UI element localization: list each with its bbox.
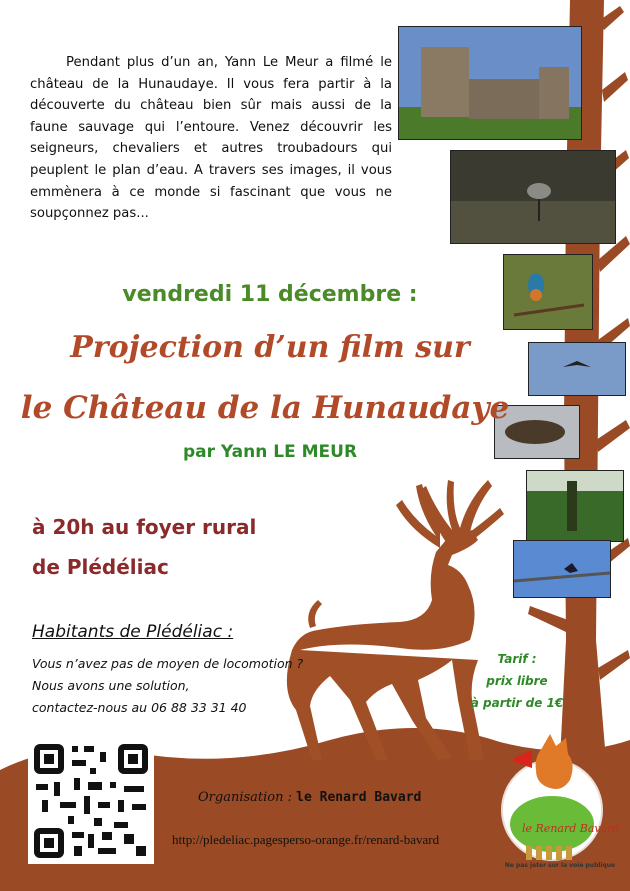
event-place: de Plédéliac	[32, 555, 169, 579]
event-time: à 20h au foyer rural	[32, 515, 257, 539]
renard-bavard-logo	[484, 728, 620, 864]
tarif-price: prix libre	[486, 674, 548, 688]
castle-photo	[398, 26, 582, 140]
intro-paragraph: Pendant plus d’un an, Yann Le Meur a filmé le château de la Hunaudaye. Il vous fera partir à la découverte du château bien sûr mais aussi de la faune sauvage qui l’entoure. Venez découvrir les seigneurs, chevaliers et autres troubadours qui peuplent le plan d’eau. A travers ses images, il vous emmènera à ce monde si fascinant que vous ne soupçonnez pas...	[30, 55, 392, 222]
website-link[interactable]: http://pledeliac.pagesperso-orange.fr/renard-bavard	[172, 832, 440, 847]
event-byline: par Yann LE MEUR	[182, 442, 358, 462]
organisation-label: Organisation :	[198, 790, 292, 805]
event-date: vendredi 11 décembre :	[122, 282, 418, 307]
tarif-block	[452, 648, 582, 714]
residents-line1: Vous n’avez pas de moyen de locomotion ?	[32, 656, 304, 671]
swallow-photo	[513, 540, 611, 598]
organisation-name: le Renard Bavard	[296, 790, 422, 805]
event-title-line1: Projection d’un film sur	[70, 330, 470, 365]
tarif-label: Tarif :	[497, 652, 537, 666]
tarif-minimum: à partir de 1€	[470, 696, 564, 710]
residents-title: Habitants de Plédéliac :	[32, 622, 234, 642]
trees-photo	[526, 470, 624, 542]
kingfisher-photo	[503, 254, 593, 330]
organisation-line	[198, 790, 421, 805]
fox-icon	[536, 734, 573, 789]
logo-tagline: Ne pas jeter sur la voie publique	[504, 862, 616, 869]
residents-line2: Nous avons une solution,	[32, 678, 190, 693]
bird-flight-photo	[528, 342, 626, 396]
residents-phone: contactez-nous au 06 88 33 31 40	[32, 700, 247, 715]
logo-label: le Renard Bavard	[522, 822, 620, 835]
qr-code[interactable]	[28, 738, 154, 864]
event-title-line2: le Château de la Hunaudaye	[20, 390, 510, 426]
heron-photo	[450, 150, 616, 244]
